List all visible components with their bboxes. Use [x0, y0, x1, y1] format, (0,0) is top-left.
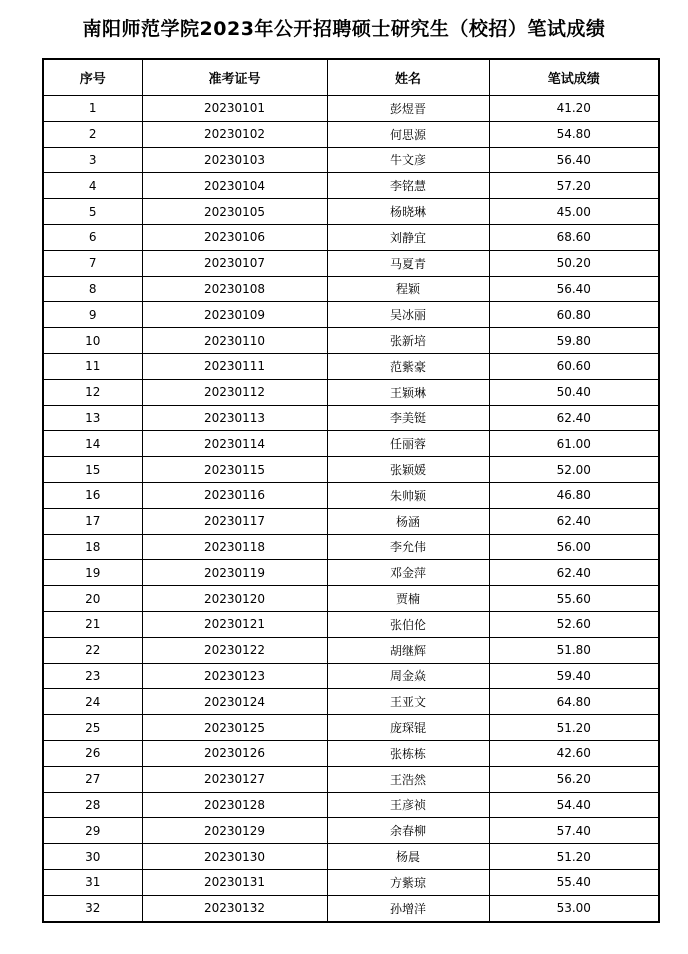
header-name: 姓名 [327, 59, 489, 96]
cell-seq: 8 [43, 276, 142, 302]
cell-score: 51.80 [489, 637, 659, 663]
cell-seq: 25 [43, 715, 142, 741]
cell-score: 56.40 [489, 147, 659, 173]
cell-exam-id: 20230108 [142, 276, 327, 302]
cell-name: 马夏青 [327, 250, 489, 276]
cell-score: 57.20 [489, 173, 659, 199]
cell-exam-id: 20230117 [142, 508, 327, 534]
cell-seq: 32 [43, 895, 142, 921]
cell-exam-id: 20230110 [142, 328, 327, 354]
cell-name: 李铭慧 [327, 173, 489, 199]
table-header-row [43, 59, 659, 96]
table-row [43, 560, 659, 586]
cell-exam-id: 20230116 [142, 482, 327, 508]
cell-exam-id: 20230124 [142, 689, 327, 715]
table-row [43, 379, 659, 405]
table-row [43, 431, 659, 457]
table-row [43, 328, 659, 354]
header-seq: 序号 [43, 59, 142, 96]
cell-seq: 30 [43, 844, 142, 870]
cell-exam-id: 20230123 [142, 663, 327, 689]
cell-seq: 1 [43, 96, 142, 122]
cell-score: 54.40 [489, 792, 659, 818]
cell-exam-id: 20230131 [142, 869, 327, 895]
cell-name: 王彦祯 [327, 792, 489, 818]
cell-name: 何思源 [327, 121, 489, 147]
cell-score: 59.80 [489, 328, 659, 354]
cell-seq: 19 [43, 560, 142, 586]
cell-score: 52.00 [489, 457, 659, 483]
table-row [43, 250, 659, 276]
cell-seq: 27 [43, 766, 142, 792]
cell-seq: 10 [43, 328, 142, 354]
cell-exam-id: 20230121 [142, 611, 327, 637]
cell-exam-id: 20230129 [142, 818, 327, 844]
cell-score: 50.40 [489, 379, 659, 405]
cell-seq: 17 [43, 508, 142, 534]
cell-seq: 15 [43, 457, 142, 483]
score-table [42, 58, 660, 923]
cell-exam-id: 20230103 [142, 147, 327, 173]
cell-seq: 12 [43, 379, 142, 405]
cell-seq: 16 [43, 482, 142, 508]
header-score: 笔试成绩 [489, 59, 659, 96]
cell-name: 胡继辉 [327, 637, 489, 663]
cell-exam-id: 20230132 [142, 895, 327, 921]
cell-score: 60.80 [489, 302, 659, 328]
cell-score: 51.20 [489, 844, 659, 870]
cell-seq: 6 [43, 224, 142, 250]
cell-seq: 14 [43, 431, 142, 457]
cell-name: 杨晓琳 [327, 199, 489, 225]
cell-exam-id: 20230104 [142, 173, 327, 199]
cell-score: 57.40 [489, 818, 659, 844]
cell-exam-id: 20230106 [142, 224, 327, 250]
cell-score: 53.00 [489, 895, 659, 921]
table-row [43, 818, 659, 844]
table-row [43, 663, 659, 689]
table-row [43, 586, 659, 612]
table-row [43, 147, 659, 173]
cell-name: 杨涵 [327, 508, 489, 534]
cell-name: 朱帅颖 [327, 482, 489, 508]
cell-name: 范紫豪 [327, 353, 489, 379]
cell-score: 55.60 [489, 586, 659, 612]
table-body [43, 96, 659, 922]
cell-score: 68.60 [489, 224, 659, 250]
cell-score: 64.80 [489, 689, 659, 715]
cell-name: 李允伟 [327, 534, 489, 560]
cell-exam-id: 20230126 [142, 740, 327, 766]
cell-seq: 4 [43, 173, 142, 199]
cell-exam-id: 20230115 [142, 457, 327, 483]
cell-score: 54.80 [489, 121, 659, 147]
table-row [43, 224, 659, 250]
cell-score: 50.20 [489, 250, 659, 276]
table-row [43, 766, 659, 792]
cell-exam-id: 20230102 [142, 121, 327, 147]
cell-name: 贾楠 [327, 586, 489, 612]
cell-seq: 24 [43, 689, 142, 715]
cell-name: 王浩然 [327, 766, 489, 792]
cell-exam-id: 20230114 [142, 431, 327, 457]
cell-seq: 9 [43, 302, 142, 328]
cell-seq: 28 [43, 792, 142, 818]
table-row [43, 637, 659, 663]
table-row [43, 302, 659, 328]
page-title: 南阳师范学院2023年公开招聘硕士研究生（校招）笔试成绩 [82, 18, 606, 40]
cell-score: 61.00 [489, 431, 659, 457]
cell-exam-id: 20230119 [142, 560, 327, 586]
cell-seq: 31 [43, 869, 142, 895]
cell-score: 52.60 [489, 611, 659, 637]
table-row [43, 96, 659, 122]
table-row [43, 276, 659, 302]
table-row [43, 457, 659, 483]
cell-score: 62.40 [489, 560, 659, 586]
cell-name: 张伯伦 [327, 611, 489, 637]
cell-seq: 22 [43, 637, 142, 663]
cell-exam-id: 20230112 [142, 379, 327, 405]
table-row [43, 869, 659, 895]
table-row [43, 792, 659, 818]
cell-score: 60.60 [489, 353, 659, 379]
cell-score: 45.00 [489, 199, 659, 225]
table-row [43, 844, 659, 870]
cell-exam-id: 20230128 [142, 792, 327, 818]
cell-exam-id: 20230105 [142, 199, 327, 225]
cell-seq: 18 [43, 534, 142, 560]
cell-score: 51.20 [489, 715, 659, 741]
cell-name: 邓金萍 [327, 560, 489, 586]
table-row [43, 482, 659, 508]
cell-seq: 3 [43, 147, 142, 173]
cell-score: 46.80 [489, 482, 659, 508]
table-row [43, 121, 659, 147]
cell-name: 余春柳 [327, 818, 489, 844]
cell-exam-id: 20230109 [142, 302, 327, 328]
cell-score: 42.60 [489, 740, 659, 766]
cell-seq: 5 [43, 199, 142, 225]
cell-score: 41.20 [489, 96, 659, 122]
table-row [43, 405, 659, 431]
cell-exam-id: 20230113 [142, 405, 327, 431]
table-row [43, 173, 659, 199]
cell-score: 62.40 [489, 508, 659, 534]
table-row [43, 534, 659, 560]
cell-exam-id: 20230130 [142, 844, 327, 870]
table-row [43, 689, 659, 715]
cell-name: 刘静宜 [327, 224, 489, 250]
cell-score: 56.20 [489, 766, 659, 792]
cell-name: 周金焱 [327, 663, 489, 689]
cell-seq: 20 [43, 586, 142, 612]
cell-seq: 29 [43, 818, 142, 844]
cell-name: 程颖 [327, 276, 489, 302]
cell-name: 方紫琼 [327, 869, 489, 895]
table-row [43, 508, 659, 534]
header-exam-id: 准考证号 [142, 59, 327, 96]
cell-seq: 23 [43, 663, 142, 689]
table-row [43, 715, 659, 741]
cell-name: 王颖琳 [327, 379, 489, 405]
cell-name: 杨晨 [327, 844, 489, 870]
cell-name: 牛文彦 [327, 147, 489, 173]
cell-score: 62.40 [489, 405, 659, 431]
cell-name: 张新培 [327, 328, 489, 354]
cell-exam-id: 20230118 [142, 534, 327, 560]
cell-name: 彭煜晋 [327, 96, 489, 122]
table-row [43, 353, 659, 379]
cell-seq: 13 [43, 405, 142, 431]
cell-seq: 26 [43, 740, 142, 766]
cell-exam-id: 20230120 [142, 586, 327, 612]
cell-exam-id: 20230122 [142, 637, 327, 663]
cell-seq: 21 [43, 611, 142, 637]
cell-name: 孙增洋 [327, 895, 489, 921]
table-row [43, 740, 659, 766]
cell-score: 56.40 [489, 276, 659, 302]
cell-score: 56.00 [489, 534, 659, 560]
cell-score: 59.40 [489, 663, 659, 689]
cell-name: 张颖媛 [327, 457, 489, 483]
cell-name: 李美铤 [327, 405, 489, 431]
cell-exam-id: 20230125 [142, 715, 327, 741]
cell-name: 王亚文 [327, 689, 489, 715]
cell-seq: 7 [43, 250, 142, 276]
table-row [43, 611, 659, 637]
cell-seq: 11 [43, 353, 142, 379]
cell-name: 任丽蓉 [327, 431, 489, 457]
cell-score: 55.40 [489, 869, 659, 895]
cell-exam-id: 20230127 [142, 766, 327, 792]
cell-name: 张栋栋 [327, 740, 489, 766]
table-row [43, 199, 659, 225]
cell-exam-id: 20230107 [142, 250, 327, 276]
cell-name: 庞琛锟 [327, 715, 489, 741]
cell-name: 吴冰丽 [327, 302, 489, 328]
cell-exam-id: 20230101 [142, 96, 327, 122]
cell-seq: 2 [43, 121, 142, 147]
table-row [43, 895, 659, 921]
cell-exam-id: 20230111 [142, 353, 327, 379]
